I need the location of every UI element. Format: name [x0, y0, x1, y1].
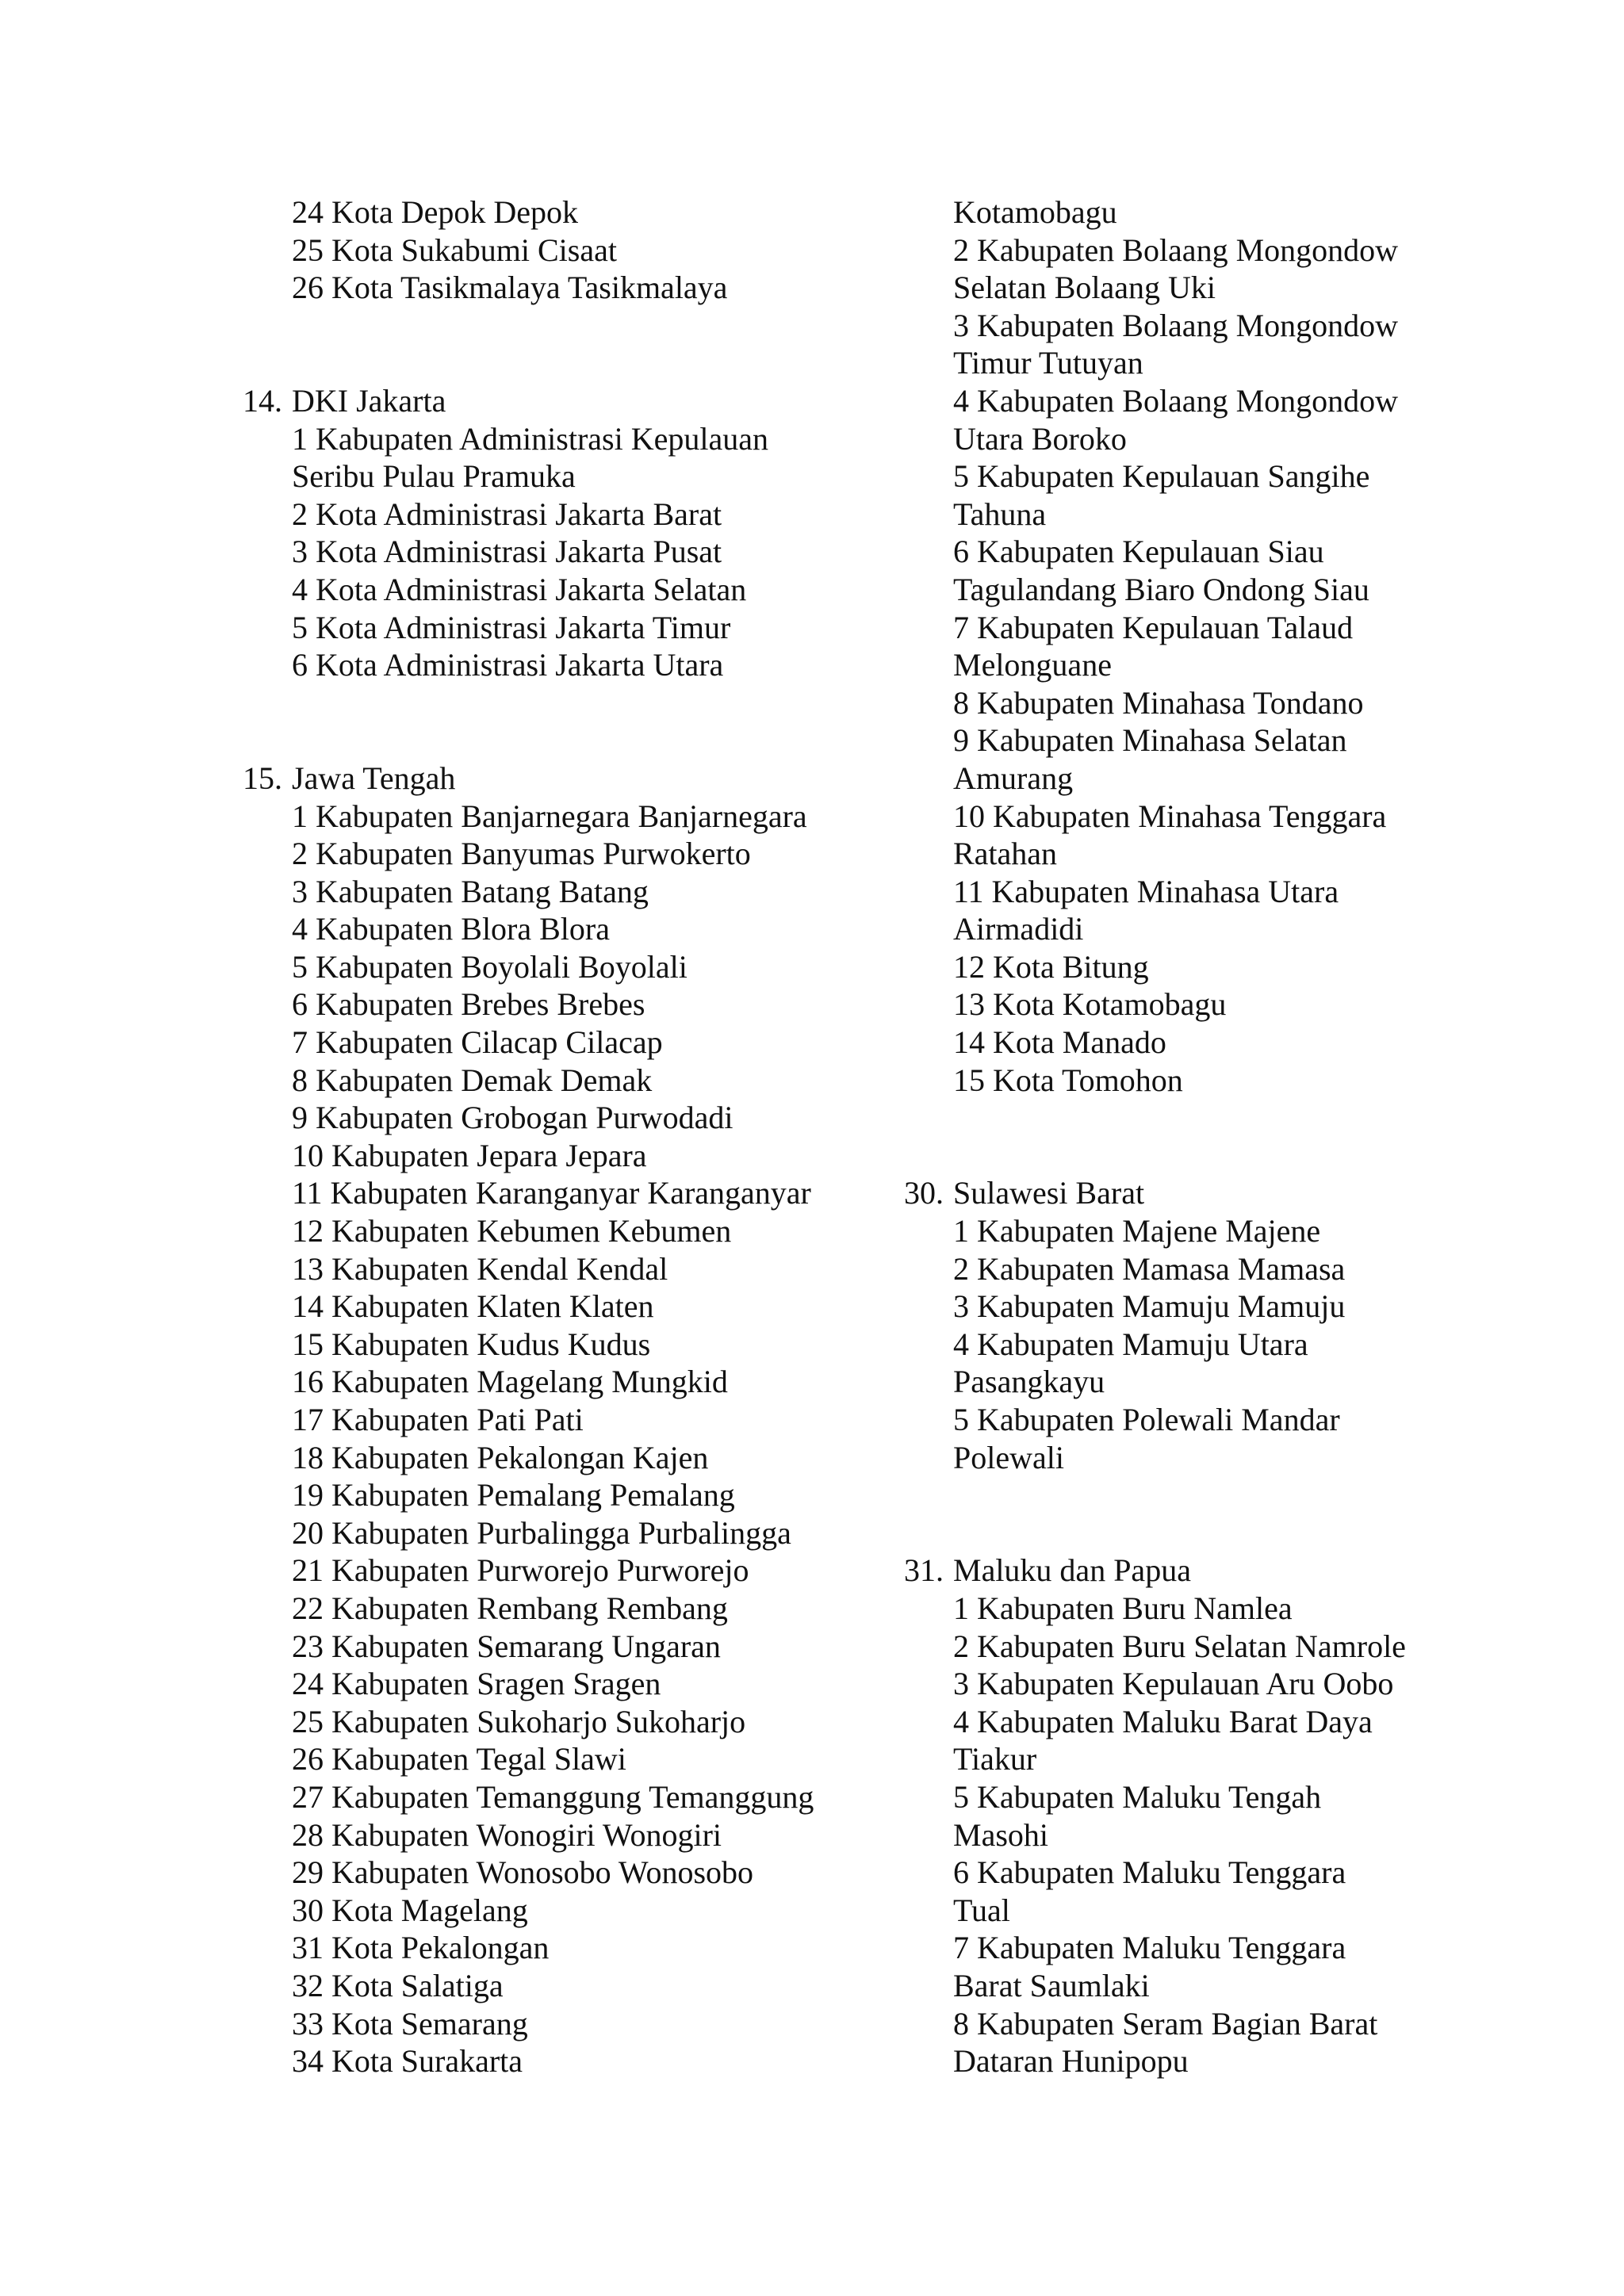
- list-item-line: 32 Kota Salatiga: [292, 1967, 504, 2003]
- list-item: [953, 721, 1443, 797]
- list-item-line: 14 Kabupaten Klaten Klaten: [292, 1288, 654, 1325]
- regency-list: [292, 798, 861, 2080]
- list-item: [953, 1326, 1443, 1401]
- list-item-line: 1 Kabupaten Buru Namlea: [953, 1590, 1293, 1626]
- list-item: [292, 571, 861, 609]
- list-item: [953, 533, 1443, 608]
- list-item-line: 25 Kota Sukabumi Cisaat: [292, 232, 617, 268]
- list-item: [292, 1363, 861, 1401]
- list-item: [953, 1628, 1443, 1666]
- list-item-line: 28 Kabupaten Wonogiri Wonogiri: [292, 1816, 722, 1853]
- list-item: [953, 1590, 1443, 1628]
- list-item-line: Polewali: [953, 1439, 1064, 1475]
- province-number: 15.: [243, 760, 282, 796]
- list-item-line: Tiakur: [953, 1741, 1037, 1777]
- list-item: [953, 1778, 1443, 1854]
- section-spacer: [904, 1476, 1443, 1552]
- list-item-line: 2 Kabupaten Buru Selatan Namrole: [953, 1628, 1406, 1664]
- list-item: [292, 1326, 861, 1364]
- list-item-line: 2 Kabupaten Bolaang Mongondow: [953, 232, 1399, 268]
- list-item: [292, 496, 861, 534]
- list-item-line: 13 Kota Kotamobagu: [953, 986, 1227, 1023]
- list-item: [292, 2005, 861, 2043]
- list-item-line: Pasangkayu: [953, 1364, 1105, 1400]
- list-item-line: Selatan Bolaang Uki: [953, 270, 1216, 306]
- list-item: [292, 835, 861, 873]
- section-spacer: [243, 684, 861, 760]
- list-item-line: 2 Kabupaten Mamasa Mamasa: [953, 1250, 1346, 1287]
- list-item-line: 6 Kabupaten Maluku Tenggara: [953, 1854, 1346, 1891]
- list-item-line: 2 Kabupaten Banyumas Purwokerto: [292, 836, 751, 872]
- list-item-line: 3 Kota Administrasi Jakarta Pusat: [292, 534, 722, 570]
- list-item: [292, 269, 861, 307]
- list-item-line: 5 Kabupaten Kepulauan Sangihe: [953, 458, 1370, 495]
- list-item-line: 24 Kota Depok Depok: [292, 194, 579, 230]
- list-item-line: 30 Kota Magelang: [292, 1892, 528, 1928]
- list-item: [292, 646, 861, 684]
- list-item: [953, 1854, 1443, 1929]
- list-item: [292, 533, 861, 571]
- regency-list: [292, 420, 861, 684]
- list-item-line: 17 Kabupaten Pati Pati: [292, 1402, 584, 1437]
- section-spacer: [243, 307, 861, 382]
- list-item: [953, 1929, 1443, 2004]
- list-item: [292, 1250, 861, 1288]
- list-item-line: 9 Kabupaten Minahasa Selatan: [953, 722, 1347, 759]
- list-item: [292, 1099, 861, 1137]
- list-item-line: 29 Kabupaten Wonosobo Wonosobo: [292, 1854, 754, 1891]
- province-number: 31.: [904, 1552, 944, 1589]
- list-item: [292, 1401, 861, 1439]
- list-item-line: 1 Kabupaten Banjarnegara Banjarnegara: [292, 798, 807, 834]
- list-item-line: 4 Kabupaten Bolaang Mongondow: [953, 382, 1399, 419]
- list-item-line: Melonguane: [953, 647, 1112, 683]
- list-item: [953, 1062, 1443, 1100]
- list-item: [953, 457, 1443, 533]
- list-item: [292, 873, 861, 911]
- list-item: [292, 1854, 861, 1892]
- list-item: [292, 1514, 861, 1552]
- list-item-line: 3 Kabupaten Bolaang Mongondow: [953, 307, 1399, 343]
- list-item: [953, 1024, 1443, 1062]
- list-item-line: 11 Kabupaten Minahasa Utara: [953, 873, 1339, 909]
- list-item: [292, 1590, 861, 1628]
- list-item: [292, 1703, 861, 1741]
- list-item: [292, 1137, 861, 1175]
- list-item: [292, 1816, 861, 1854]
- list-item-line: Tagulandang Biaro Ondong Siau: [953, 571, 1369, 607]
- list-item: [292, 948, 861, 986]
- province-heading: [904, 1552, 1443, 1590]
- list-item-line: Seribu Pulau Pramuka: [292, 458, 576, 495]
- list-item: [292, 609, 861, 647]
- list-item-line: 2 Kota Administrasi Jakarta Barat: [292, 496, 722, 532]
- list-item: [292, 1740, 861, 1778]
- list-item: [953, 1665, 1443, 1703]
- list-item: [292, 985, 861, 1024]
- list-item-line: 7 Kabupaten Cilacap Cilacap: [292, 1024, 663, 1061]
- list-item: [953, 985, 1443, 1024]
- list-item-line: Utara Boroko: [953, 420, 1127, 457]
- list-item-line: 3 Kabupaten Mamuju Mamuju: [953, 1288, 1346, 1325]
- list-item: [292, 1778, 861, 1816]
- list-item-line: 10 Kabupaten Jepara Jepara: [292, 1137, 647, 1173]
- province-title: Sulawesi Barat: [953, 1175, 1145, 1211]
- list-item: [953, 684, 1443, 722]
- list-item-line: Kotamobagu: [953, 194, 1117, 230]
- list-item-line: 6 Kabupaten Brebes Brebes: [292, 986, 645, 1023]
- list-item-line: 14 Kota Manado: [953, 1024, 1166, 1061]
- list-item-line: 5 Kota Administrasi Jakarta Timur: [292, 609, 731, 645]
- list-item-line: 3 Kabupaten Kepulauan Aru Oobo: [953, 1666, 1394, 1702]
- list-item: [953, 798, 1443, 873]
- list-item-line: 8 Kabupaten Demak Demak: [292, 1062, 653, 1098]
- list-item-line: 26 Kota Tasikmalaya Tasikmalaya: [292, 270, 728, 306]
- list-item-line: 3 Kabupaten Batang Batang: [292, 873, 649, 909]
- list-item-line: 20 Kabupaten Purbalingga Purbalingga: [292, 1514, 791, 1551]
- list-item: [292, 1929, 861, 1967]
- list-item-line: 25 Kabupaten Sukoharjo Sukoharjo: [292, 1703, 746, 1739]
- left-column: [243, 193, 861, 2080]
- province-section: [904, 1552, 1443, 2080]
- list-item-line: 10 Kabupaten Minahasa Tenggara: [953, 798, 1387, 834]
- list-item-line: 6 Kabupaten Kepulauan Siau: [953, 534, 1324, 570]
- province-number: 14.: [243, 382, 282, 419]
- list-item-line: 9 Kabupaten Grobogan Purwodadi: [292, 1100, 733, 1136]
- province-title: Maluku dan Papua: [953, 1552, 1191, 1589]
- province-title: Jawa Tengah: [292, 760, 456, 796]
- right-top-list: [953, 193, 1443, 1099]
- list-item: [953, 1703, 1443, 1778]
- list-item: [292, 910, 861, 948]
- list-item: [953, 193, 1443, 232]
- list-item-line: Dataran Hunipopu: [953, 2043, 1189, 2080]
- list-item-line: 8 Kabupaten Seram Bagian Barat: [953, 2005, 1378, 2042]
- list-item: [292, 420, 861, 496]
- list-item: [292, 1892, 861, 1930]
- list-item: [292, 1552, 861, 1590]
- list-item: [292, 1439, 861, 1477]
- list-item: [292, 2042, 861, 2080]
- list-item-line: 4 Kabupaten Blora Blora: [292, 911, 610, 947]
- list-item: [953, 232, 1443, 307]
- list-item-line: 34 Kota Surakarta: [292, 2043, 523, 2080]
- list-item: [292, 1174, 861, 1212]
- list-item: [292, 1024, 861, 1062]
- list-item: [953, 873, 1443, 948]
- list-item: [292, 1062, 861, 1100]
- list-item-line: 26 Kabupaten Tegal Slawi: [292, 1741, 626, 1777]
- list-item-line: 5 Kabupaten Boyolali Boyolali: [292, 948, 688, 985]
- list-item-line: Tual: [953, 1892, 1010, 1928]
- list-item: [953, 2005, 1443, 2080]
- list-item: [292, 1665, 861, 1703]
- province-section: [243, 382, 861, 684]
- list-item-line: 31 Kota Pekalongan: [292, 1930, 550, 1966]
- list-item-line: Tahuna: [953, 496, 1047, 532]
- list-item: [953, 382, 1443, 457]
- list-item-line: 12 Kabupaten Kebumen Kebumen: [292, 1213, 732, 1249]
- list-item-line: 4 Kota Administrasi Jakarta Selatan: [292, 571, 747, 607]
- list-item: [953, 609, 1443, 684]
- list-item-line: 12 Kota Bitung: [953, 948, 1149, 985]
- list-item-line: 4 Kabupaten Maluku Barat Daya: [953, 1703, 1373, 1739]
- province-section: [904, 1174, 1443, 1476]
- list-item: [953, 948, 1443, 986]
- province-title: DKI Jakarta: [292, 382, 446, 419]
- province-section: [243, 760, 861, 2080]
- list-item-line: 6 Kota Administrasi Jakarta Utara: [292, 647, 724, 683]
- left-top-list: [292, 193, 861, 307]
- list-item-line: 5 Kabupaten Polewali Mandar: [953, 1402, 1340, 1437]
- list-item-line: 22 Kabupaten Rembang Rembang: [292, 1590, 728, 1626]
- list-item: [953, 1212, 1443, 1250]
- list-item: [292, 798, 861, 836]
- province-heading: [243, 760, 861, 798]
- list-item-line: Ratahan: [953, 836, 1058, 872]
- list-item-line: 19 Kabupaten Pemalang Pemalang: [292, 1477, 735, 1513]
- list-item-line: 16 Kabupaten Magelang Mungkid: [292, 1364, 728, 1400]
- list-item-line: 1 Kabupaten Majene Majene: [953, 1213, 1321, 1249]
- list-item: [292, 1288, 861, 1326]
- list-item: [953, 307, 1443, 382]
- list-item-line: 18 Kabupaten Pekalongan Kajen: [292, 1439, 709, 1475]
- list-item: [292, 232, 861, 270]
- list-item-line: 24 Kabupaten Sragen Sragen: [292, 1666, 661, 1702]
- list-item: [953, 1401, 1443, 1476]
- province-heading: [904, 1174, 1443, 1212]
- list-item-line: 8 Kabupaten Minahasa Tondano: [953, 684, 1364, 721]
- list-item: [953, 1250, 1443, 1288]
- list-item-line: Timur Tutuyan: [953, 345, 1143, 381]
- list-item-line: 15 Kabupaten Kudus Kudus: [292, 1326, 651, 1362]
- list-item-line: Masohi: [953, 1816, 1048, 1853]
- list-item: [953, 1288, 1443, 1326]
- list-item-line: 7 Kabupaten Kepulauan Talaud: [953, 609, 1354, 645]
- list-item-line: Amurang: [953, 760, 1074, 796]
- list-item-line: 11 Kabupaten Karanganyar Karanganyar: [292, 1175, 811, 1211]
- list-item: [292, 1967, 861, 2005]
- list-item-line: 5 Kabupaten Maluku Tengah: [953, 1778, 1322, 1815]
- list-item-line: 27 Kabupaten Temanggung Temanggung: [292, 1778, 814, 1815]
- list-item-line: 13 Kabupaten Kendal Kendal: [292, 1250, 668, 1287]
- list-item-line: 4 Kabupaten Mamuju Utara: [953, 1326, 1308, 1362]
- list-item: [292, 1212, 861, 1250]
- section-spacer: [904, 1099, 1443, 1174]
- right-column: [904, 193, 1443, 2080]
- list-item-line: 21 Kabupaten Purworejo Purworejo: [292, 1552, 749, 1589]
- left-sections: [243, 307, 861, 2080]
- list-item-line: 15 Kota Tomohon: [953, 1062, 1183, 1098]
- list-item-line: Airmadidi: [953, 911, 1084, 947]
- list-item-line: 1 Kabupaten Administrasi Kepulauan: [292, 420, 768, 457]
- list-item-line: 7 Kabupaten Maluku Tenggara: [953, 1930, 1346, 1966]
- right-sections: [904, 1099, 1443, 2080]
- list-item-line: Barat Saumlaki: [953, 1967, 1150, 2003]
- regency-list: [953, 1590, 1443, 2080]
- regency-list: [953, 1212, 1443, 1476]
- list-item: [292, 1476, 861, 1514]
- list-item: [292, 1628, 861, 1666]
- list-item-line: 23 Kabupaten Semarang Ungaran: [292, 1628, 721, 1664]
- list-item-line: 33 Kota Semarang: [292, 2005, 528, 2042]
- province-number: 30.: [904, 1175, 944, 1211]
- list-item: [292, 193, 861, 232]
- province-heading: [243, 382, 861, 420]
